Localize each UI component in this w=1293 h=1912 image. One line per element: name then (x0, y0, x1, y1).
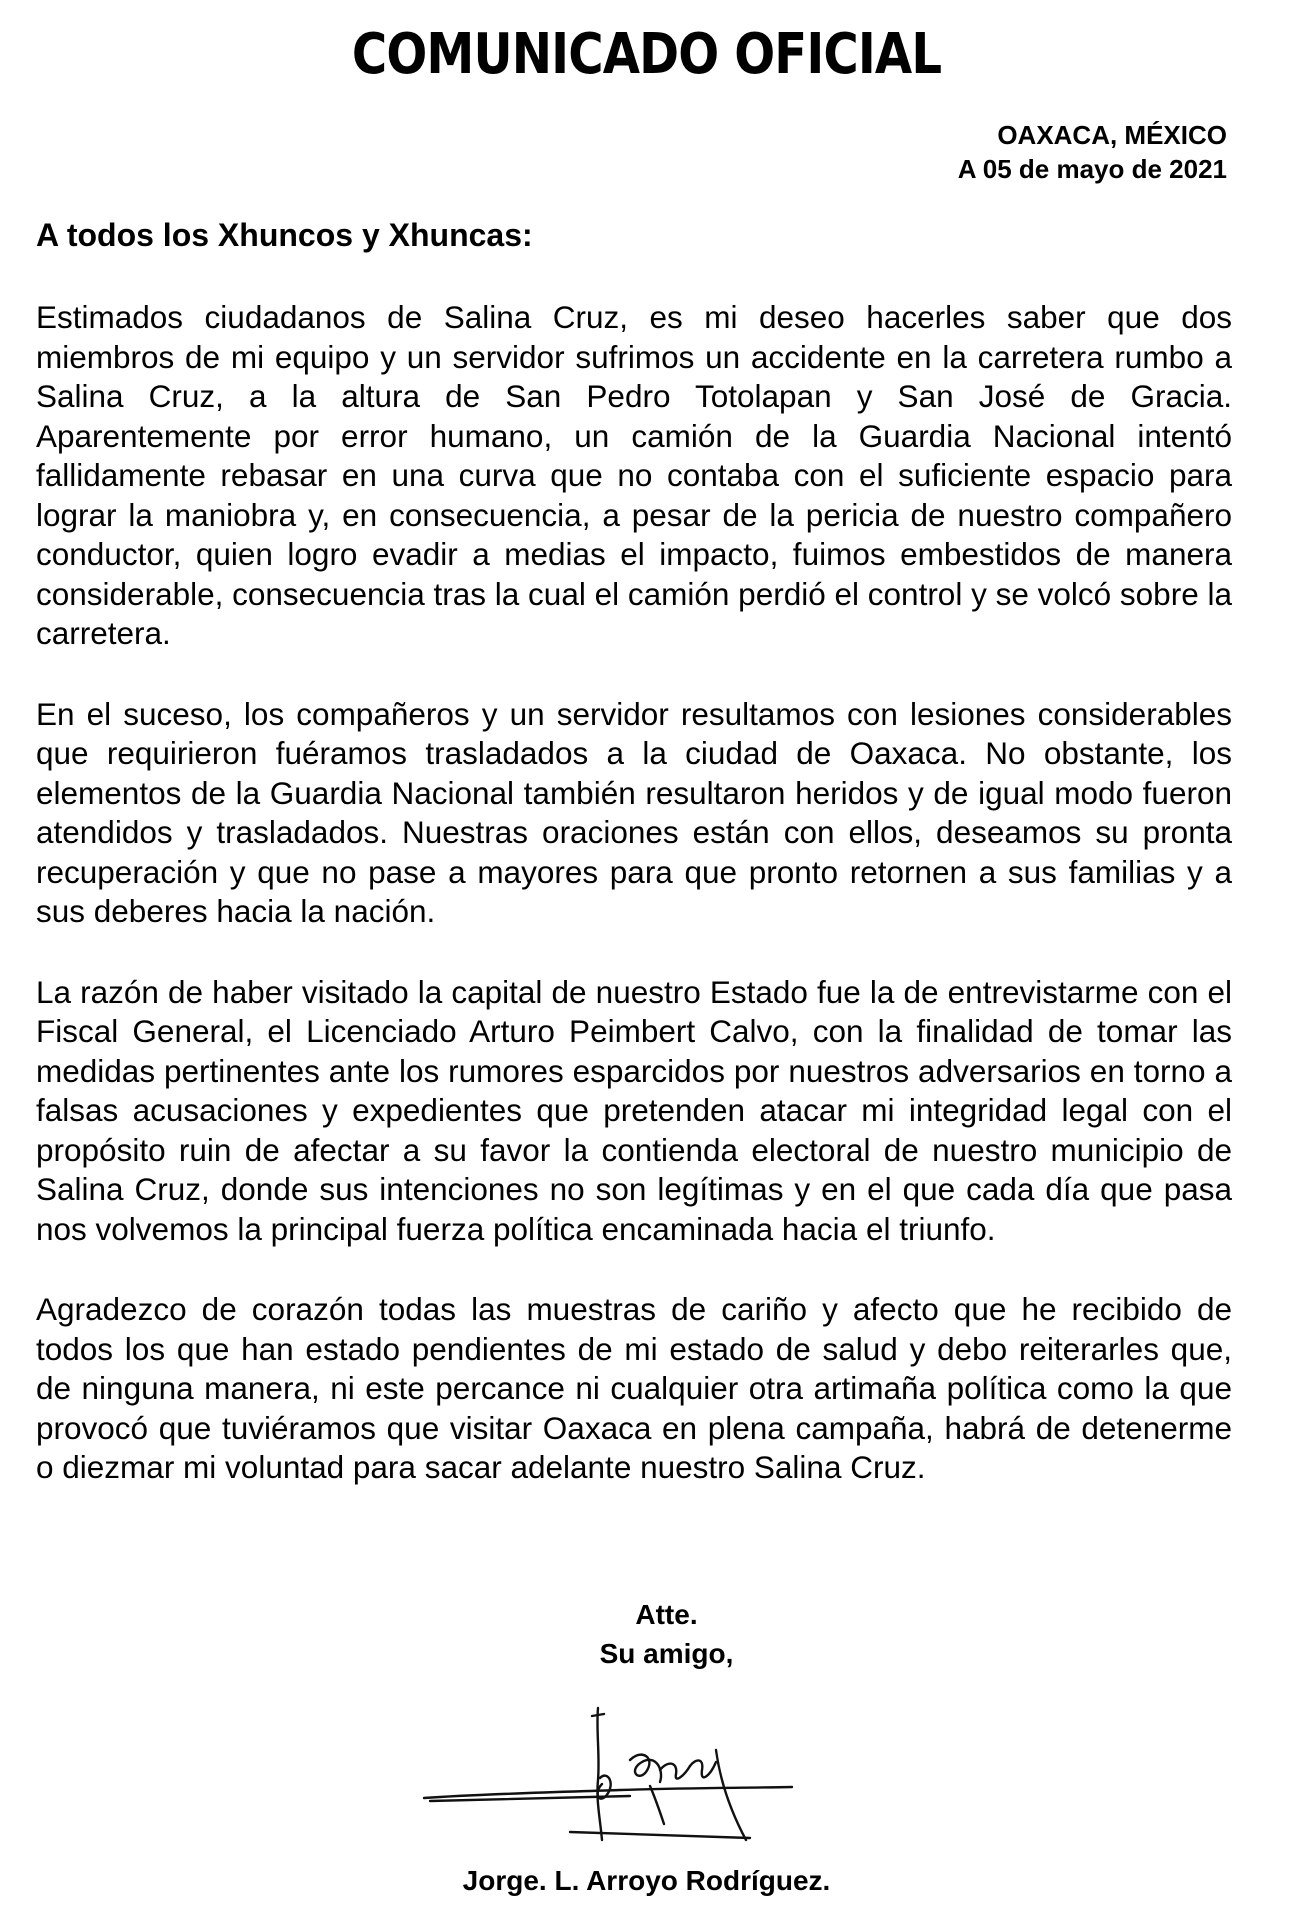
greeting: A todos los Xhuncos y Xhuncas: (36, 217, 533, 253)
closing-block (0, 1595, 1293, 1673)
place-date-block (958, 118, 1227, 186)
signer-name: Jorge. L. Arroyo Rodríguez. (462, 1865, 831, 1896)
closing-friend: Su amigo, (599, 1638, 734, 1669)
paragraph: La razón de haber visitado la capital de nuestro Estado fue la de entrevistarme con el Fiscal General, el Licenciado Arturo Peimbert Calvo, con la finalidad de tomar las medidas pertinentes ante los rumores esparcidos por nuestros adversarios en torno a falsas acusaciones y expedientes que pretenden atacar mi integridad legal con el propósito ruin de afectar a su favor la contienda electoral de nuestro municipio de Salina Cruz, donde sus intenciones no son legítimas y en el que cada día que pasa nos volvemos la principal fuerza política encaminada hacia el triunfo. (36, 973, 1232, 1247)
paragraph: En el suceso, los compañeros y un servidor resultamos con lesiones considerables que requirieron fuéramos trasladados a la ciudad de Oaxaca. No obstante, los elementos de la Guardia Nacional también resultaron heridos y de igual modo fueron atendidos y trasladados. Nuestras oraciones están con ellos, deseamos su pronta recuperación y que no pase a mayores para que pronto retornen a sus familias y a sus deberes hacia la nación. (36, 695, 1232, 929)
letter-body (36, 298, 1232, 1529)
closing-atte: Atte. (635, 1599, 698, 1630)
place-line: OAXACA, MÉXICO (997, 120, 1227, 150)
paragraph: Agradezco de corazón todas las muestras de cariño y afecto que he recibido de todos los que han estado pendientes de mi estado de salud y debo reiterarles que, de ninguna manera, ni este percance ni cualquier otra artimaña política como la que provocó que tuviéramos que visitar Oaxaca en plena campaña, habrá de detenerme o diezmar mi voluntad para sacar adelante nuestro Salina Cruz. (36, 1291, 1232, 1485)
document-title: COMUNICADO OFICIAL (351, 22, 942, 87)
date-line: A 05 de mayo de 2021 (957, 154, 1227, 184)
paragraph: Estimados ciudadanos de Salina Cruz, es mi deseo hacerles saber que dos miembros de mi equipo y un servidor sufrimos un accidente en la carretera rumbo a Salina Cruz, a la altura de San Pedro Totolapan y San José de Gracia. Aparentemente por error humano, un camión de la Guardia Nacional intentó fallidamente rebasar en una curva que no contaba con el suficiente espacio para lograr la maniobra y, en consecuencia, a pesar de la pericia de nuestro compañero conductor, quien logro evadir a medias el impacto, fuimos embestidos de manera considerable, consecuencia tras la cual el camión perdió el control y se volcó sobre la carretera. (36, 299, 1232, 651)
handwritten-signature (420, 1700, 800, 1850)
